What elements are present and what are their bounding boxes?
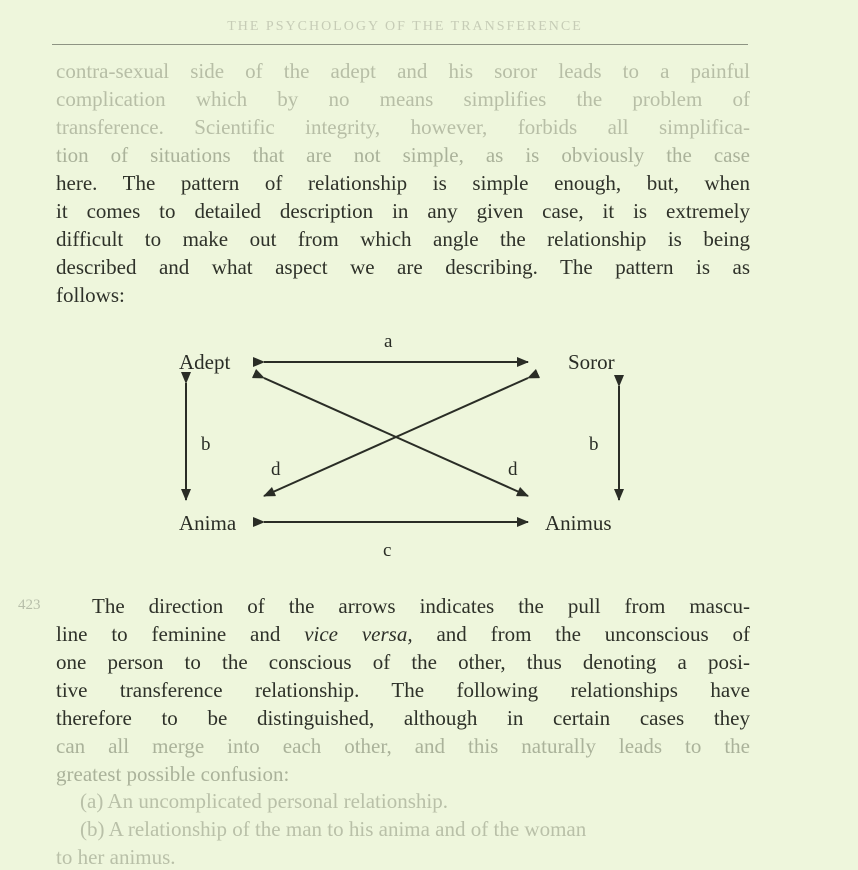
text-line: difficult to make out from which angle the relationship is being	[56, 227, 750, 251]
node-anima: Anima	[179, 511, 237, 535]
node-animus: Animus	[545, 511, 612, 535]
running-head: THE PSYCHOLOGY OF THE TRANSFERENCE	[227, 19, 583, 34]
paragraph-number: 423	[18, 597, 41, 613]
node-soror: Soror	[568, 350, 615, 374]
text-line: tion of situations that are not simple, as is obviously the case	[56, 143, 750, 167]
text-line	[56, 620, 750, 648]
edge-label-a: a	[384, 331, 393, 352]
text-line: here. The pattern of relationship is simple enough, but, when	[56, 171, 750, 195]
text-line: tive transference relationship. The following relationships have	[56, 678, 750, 702]
text-line: described and what aspect we are describing. The pattern is as	[56, 255, 750, 279]
text-line: therefore to be distinguished, although in certain cases they	[56, 706, 750, 730]
text-line: one person to the conscious of the other, thus denoting a posi-	[56, 650, 750, 674]
text-line: The direction of the arrows indicates the pull from mascu-	[92, 594, 750, 618]
text-line: contra-sexual side of the adept and his soror leads to a painful	[56, 59, 750, 83]
edge-label-c: c	[383, 540, 392, 561]
text-line: transference. Scientific integrity, however, forbids all simplifica-	[56, 115, 750, 139]
text-fragment: and from the unconscious of	[412, 622, 750, 646]
list-item-a: (a) An uncomplicated personal relationship.	[80, 789, 448, 813]
edge-label-d-left: d	[271, 459, 281, 480]
text-line: can all merge into each other, and this naturally leads to the	[56, 734, 750, 758]
italic-phrase: vice versa,	[304, 622, 413, 646]
edge-label-b-left: b	[201, 434, 211, 455]
list-item-b-continued: to her animus.	[56, 845, 176, 869]
text-line: greatest possible confusion:	[56, 762, 290, 786]
text-line: complication which by no means simplifies the problem of	[56, 87, 750, 111]
text-line: follows:	[56, 283, 125, 307]
edge-label-d-right: d	[508, 459, 518, 480]
list-item-b: (b) A relationship of the man to his anima and of the woman	[80, 817, 587, 841]
text-fragment: line to feminine and	[56, 622, 305, 646]
paragraph-explanation	[56, 592, 750, 788]
edge-label-b-right: b	[589, 434, 599, 455]
text-line: it comes to detailed description in any given case, it is extremely	[56, 199, 750, 223]
node-adept: Adept	[179, 350, 231, 374]
